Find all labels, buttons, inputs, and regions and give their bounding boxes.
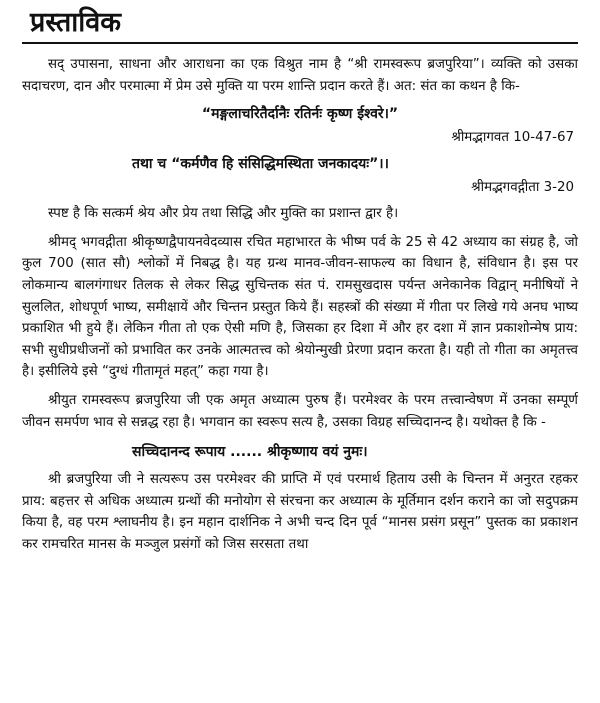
title-underline — [22, 42, 578, 44]
page-title: प्रस्ताविक — [30, 7, 121, 38]
verse-sachchidananda: सच्चिदानन्द रूपाय ...... श्रीकृष्णाय वयं नुमः। — [132, 444, 368, 461]
source-bhagavat: श्रीमद्भागवत 10-47-67 — [451, 130, 574, 146]
verse-gita: तथा च “कर्मणैव हि संसिद्धिमस्थिता जनकादयः”।। — [132, 156, 389, 173]
verse-bhagavat: “मङ्गलाचरितैर्दानैः रतिर्नः कृष्ण ईश्वरे।” — [201, 106, 399, 123]
paragraph-intro: सद् उपासना, साधना और आराधना का एक विश्रुत नाम है “श्री रामस्वरूप ब्रजपुरिया”। व्यक्ति को उसका सदाचरण, दान और परमात्मा में प्रेम उसे मुक्ति या परम शान्ति प्रदान करते हैं। अत: संत का कथन है कि- — [22, 57, 578, 94]
source-gita: श्रीमद्भगवद्गीता 3-20 — [471, 180, 574, 196]
paragraph-satkarma: स्पष्ट है कि सत्कर्म श्रेय और प्रेय तथा सिद्धि और मुक्ति का प्रशान्त द्वार है। — [48, 206, 399, 222]
paragraph-gita: श्रीमद् भगवद्गीता श्रीकृष्णद्वैपायनवेदव्यास रचित महाभारत के भीष्म पर्व के 25 से 42 अध्याय का संग्रह है, जो कुल 700 (सात सौ) श्लोकों में निबद्ध है। यह ग्रन्थ मानव-जीवन-साफल्य का विधान है, संविधान है। इस पर लोकमान्य बालगंगाधर तिलक से लेकर सिद्ध सुचिन्तक संत पं. रामसुखदास पर्यन्त अनेकानेक विद्वान् मनीषियों ने सुललित, शोधपूर्ण भाष्य, समीक्षायें और चिन्तन प्रस्तुत किये हैं। सहस्त्रों की संख्या में गीता पर लिखे गये अनघ भाष्य प्रकाशित भी हुये हैं। लेकिन गीता तो एक ऐसी मणि है, जिसका हर दिशा में और हर दशा में ज्ञान प्रकाशोन्मेष प्राय: सभी सुधीप्रधीजनों को प्रभावित कर उनके आत्मतत्त्व को श्रेयोन्मुखी प्रेरणा प्रदान करता है। यही तो गीता का अमृतत्त्व है। इसीलिये इसे “दुग्धं गीतामृतं महत्” कहा गया है। — [22, 234, 578, 380]
paragraph-granth: श्री ब्रजपुरिया जी ने सत्यरूप उस परमेश्वर की प्राप्ति में एवं परमार्थ हिताय उसी के चिन्तन में अनुरत रहकर प्राय: बहत्तर से अधिक अध्यात्म ग्रन्थों की मनोयोग से संरचना कर अध्यात्म के मूर्तिमान दर्शन कराने का जो सदुपक्रम किया है, वह परम श्लाघनीय है। इन महान दार्शनिक ने अभी चन्द दिन पूर्व “मानस प्रसंग प्रसून” पुस्तक का प्रकाशन कर रामचरित मानस के मञ्जुल प्रसंगों को जिस सरसता तथा — [22, 472, 578, 552]
paragraph-brajpuriya: श्रीयुत रामस्वरूप ब्रजपुरिया जी एक अमृत अध्यात्म पुरुष हैं। परमेश्वर के परम तत्त्वान्वेषण में उनका सम्पूर्ण जीवन समर्पण भाव से सन्नद्ध रहा है। भगवान का स्वरूप सत्य है, उसका विग्रह सच्चिदानन्द है। यथोक्त है कि - — [22, 392, 578, 430]
